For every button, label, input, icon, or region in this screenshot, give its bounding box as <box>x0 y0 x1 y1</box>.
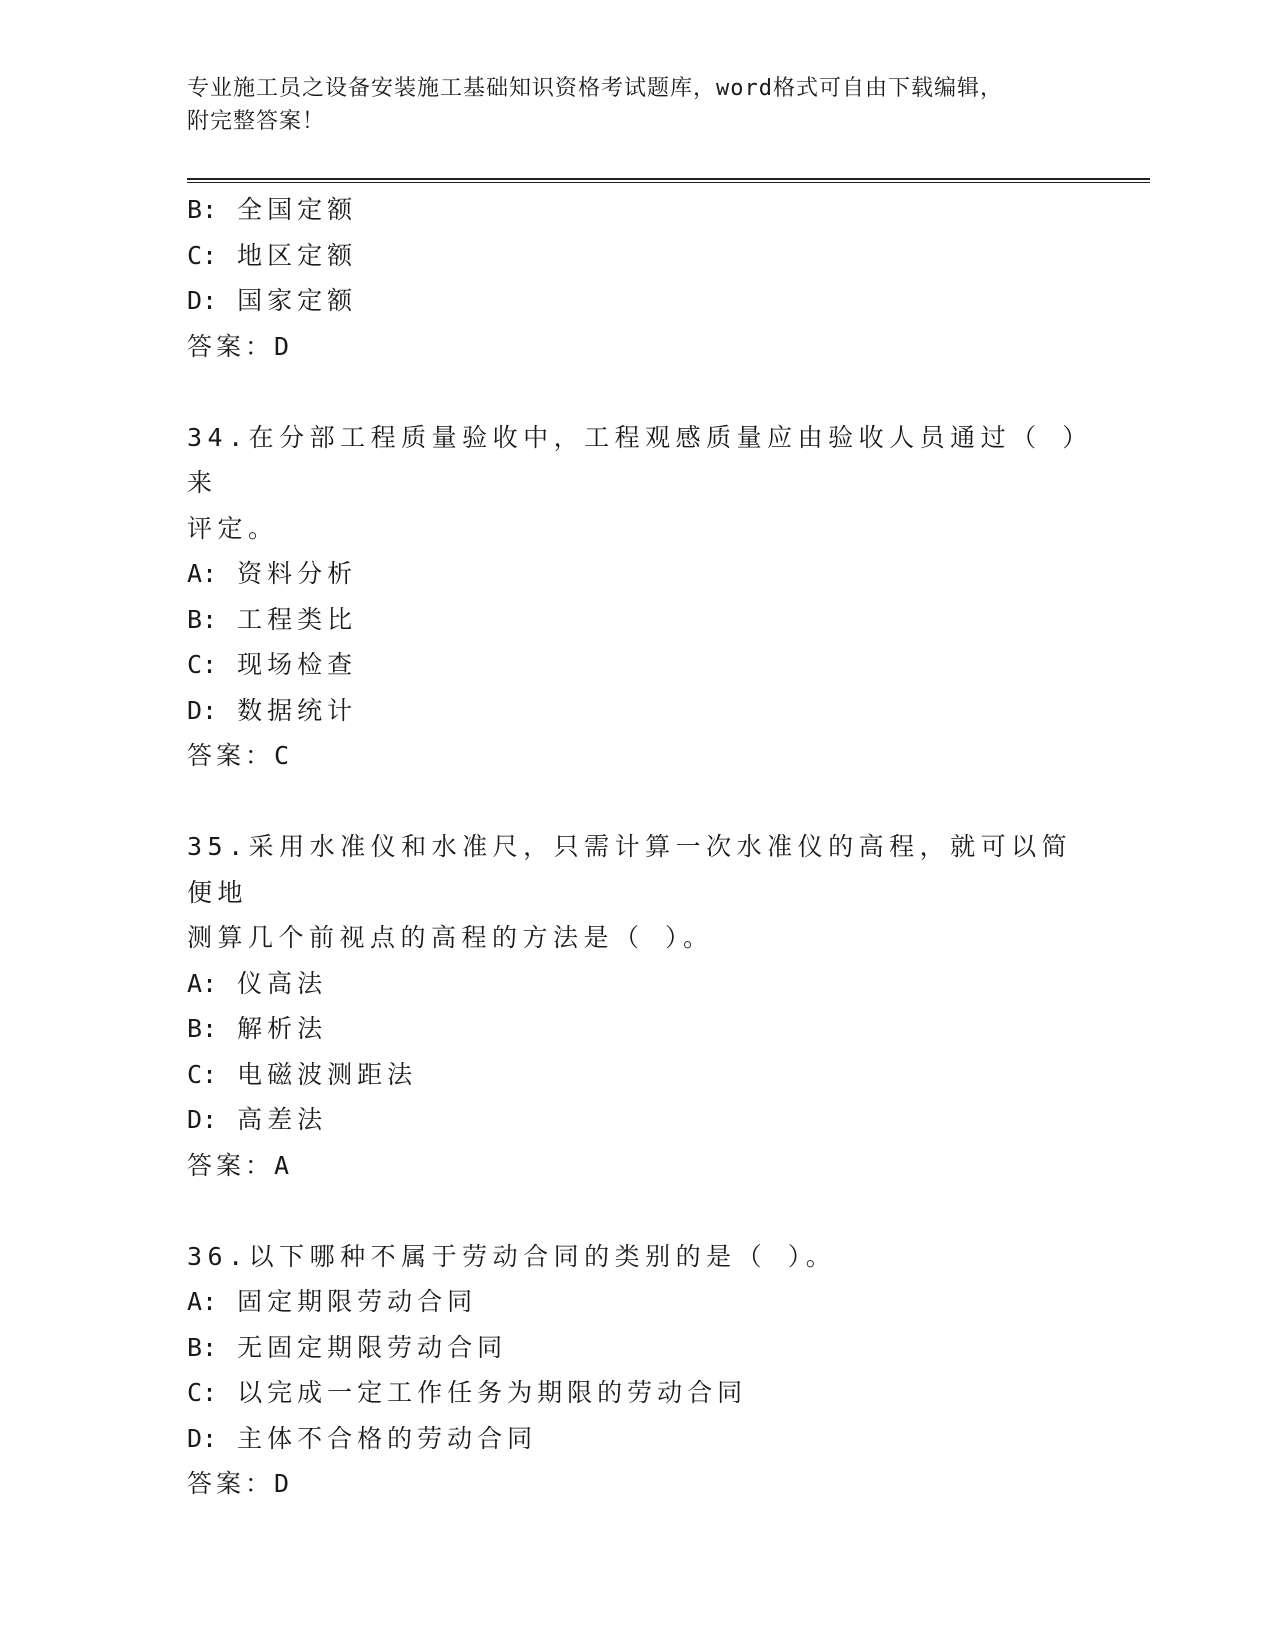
answer-row <box>187 1461 1087 1507</box>
option-text: 无固定期限劳动合同 <box>237 1332 508 1362</box>
answer-row <box>187 324 1087 370</box>
option-row <box>187 1370 1087 1416</box>
header-divider-thin <box>187 182 1150 183</box>
option-row <box>187 551 1087 597</box>
question-spacer <box>187 1188 1087 1234</box>
answer-label: 答案： <box>187 1469 275 1498</box>
question-list <box>187 187 1087 1507</box>
header-divider-thick <box>187 178 1150 180</box>
option-letter: C: <box>187 1059 218 1089</box>
option-text: 地区定额 <box>237 240 358 270</box>
option-row <box>187 642 1087 688</box>
answer-value: A <box>274 1150 292 1180</box>
question-stem-line-1: 36.以下哪种不属于劳动合同的类别的是（ ）。 <box>187 1241 837 1271</box>
header-title-line-1: 专业施工员之设备安装施工基础知识资格考试题库，word格式可自由下载编辑， <box>187 76 1003 101</box>
option-text: 数据统计 <box>237 695 358 725</box>
question-block-34 <box>187 415 1087 779</box>
option-letter: C: <box>187 240 218 270</box>
answer-value: C <box>274 741 292 770</box>
option-text: 主体不合格的劳动合同 <box>237 1423 538 1453</box>
option-letter: B: <box>187 195 218 224</box>
question-stem-line-1: 35.采用水准仪和水准尺，只需计算一次水准仪的高程，就可以简便地 <box>187 832 1073 907</box>
answer-label: 答案： <box>187 1150 275 1180</box>
option-row <box>187 1416 1087 1462</box>
option-row <box>187 1097 1087 1143</box>
question-block-35 <box>187 824 1087 1188</box>
option-letter: C: <box>187 650 218 679</box>
option-text: 以完成一定工作任务为期限的劳动合同 <box>237 1378 748 1407</box>
question-block-36 <box>187 1234 1087 1507</box>
answer-label: 答案： <box>187 331 275 361</box>
answer-row <box>187 1143 1087 1189</box>
option-letter: A: <box>187 559 218 588</box>
question-spacer <box>187 779 1087 825</box>
question-block-continued <box>187 187 1087 369</box>
option-row <box>187 1325 1087 1371</box>
option-text: 工程类比 <box>237 604 358 634</box>
option-row <box>187 278 1087 324</box>
question-stem-line-2: 评定。 <box>187 513 279 543</box>
answer-value: D <box>274 1469 292 1498</box>
option-text: 高差法 <box>237 1105 328 1134</box>
option-text: 固定期限劳动合同 <box>237 1287 478 1316</box>
option-letter: C: <box>187 1378 218 1407</box>
option-letter: B: <box>187 604 218 634</box>
option-letter: A: <box>187 968 218 998</box>
option-letter: A: <box>187 1287 218 1316</box>
option-text: 国家定额 <box>237 286 358 315</box>
option-row <box>187 688 1087 734</box>
option-text: 现场检查 <box>237 650 358 679</box>
option-letter: D: <box>187 695 218 725</box>
answer-row <box>187 733 1087 779</box>
header-title-line-2: 附完整答案！ <box>187 109 326 134</box>
option-text: 解析法 <box>237 1014 328 1043</box>
answer-label: 答案： <box>187 741 275 770</box>
option-row <box>187 1006 1087 1052</box>
option-letter: D: <box>187 286 218 315</box>
question-stem-line-1: 34.在分部工程质量验收中，工程观感质量应由验收人员通过（ ）来 <box>187 422 1081 497</box>
option-row <box>187 187 1087 233</box>
option-row <box>187 233 1087 279</box>
option-text: 仪高法 <box>237 968 328 998</box>
option-text: 资料分析 <box>237 559 358 588</box>
option-row <box>187 1052 1087 1098</box>
option-letter: D: <box>187 1105 218 1134</box>
option-letter: B: <box>187 1332 218 1362</box>
option-text: 电磁波测距法 <box>237 1059 418 1089</box>
question-spacer <box>187 369 1087 415</box>
question-stem-line-2: 测算几个前视点的高程的方法是（ ）。 <box>187 923 714 952</box>
option-row <box>187 597 1087 643</box>
option-letter: D: <box>187 1423 218 1453</box>
answer-value: D <box>274 331 292 361</box>
option-letter: B: <box>187 1014 218 1043</box>
option-row <box>187 1279 1087 1325</box>
document-header <box>187 72 1067 138</box>
option-text: 全国定额 <box>237 195 358 224</box>
option-row <box>187 961 1087 1007</box>
